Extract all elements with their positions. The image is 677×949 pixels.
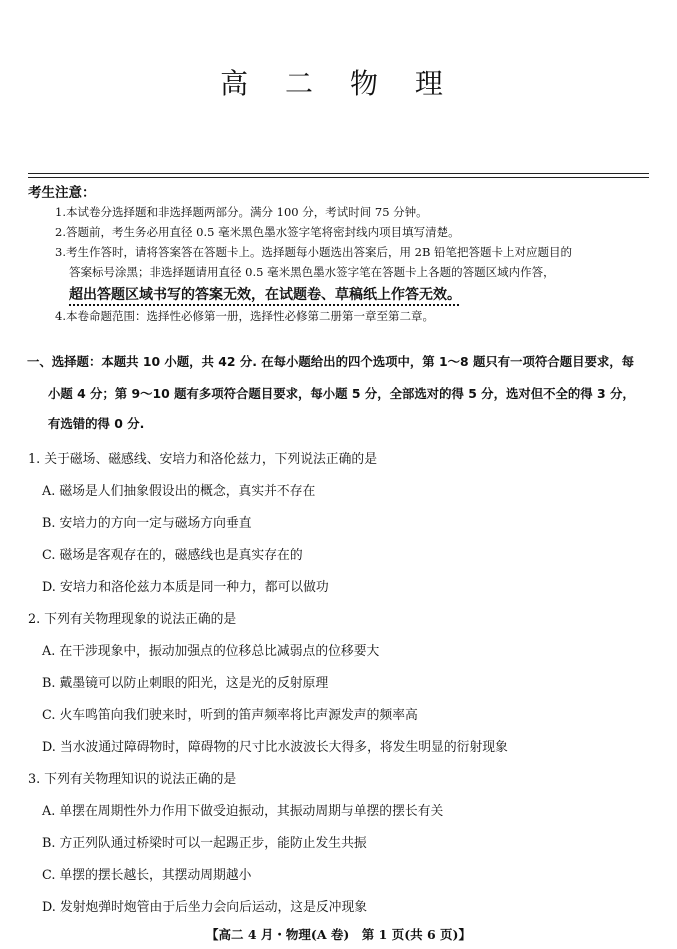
option-a: A. 在干涉现象中，振动加强点的位移总比减弱点的位移要大 [42, 644, 380, 659]
question-stem: 1. 关于磁场、磁感线、安培力和洛伦兹力，下列说法正确的是 [28, 452, 377, 467]
notice-heading: 考生注意： [28, 185, 96, 201]
section-1-line-3: 有选错的得 0 分. [48, 416, 145, 431]
option-b: B. 安培力的方向一定与磁场方向垂直 [42, 516, 252, 531]
option-b: B. 方正列队通过桥梁时可以一起踢正步，能防止发生共振 [42, 836, 367, 851]
notice-item-3: 3.考生作答时，请将答案答在答题卡上。选择题每小题选出答案后，用 2B 铅笔把答题卡上对应题目的 [55, 245, 573, 259]
question-stem: 3. 下列有关物理知识的说法正确的是 [28, 772, 237, 787]
option-d: D. 当水波通过障碍物时，障碍物的尺寸比水波波长大得多，将发生明显的衍射现象 [42, 740, 508, 755]
header-rule-thin [28, 177, 649, 178]
option-a: A. 磁场是人们抽象假设出的概念，真实并不存在 [42, 484, 316, 499]
option-b: B. 戴墨镜可以防止刺眼的阳光，这是光的反射原理 [42, 676, 329, 691]
option-a: A. 单摆在周期性外力作用下做受迫振动，其振动周期与单摆的摆长有关 [42, 804, 444, 819]
option-c: C. 火车鸣笛向我们驶来时，听到的笛声频率将比声源发声的频率高 [42, 708, 418, 723]
notice-item-4: 4.本卷命题范围：选择性必修第一册，选择性必修第二册第一章至第二章。 [55, 309, 434, 323]
notice-item-2: 2.答题前，考生务必用直径 0.5 毫米黑色墨水签字笔将密封线内项目填写清楚。 [55, 225, 460, 239]
notice-item-3-emphasis: 超出答题区域书写的答案无效，在试题卷、草稿纸上作答无效。 [69, 287, 461, 303]
option-d: D. 发射炮弹时炮管由于后坐力会向后运动，这是反冲现象 [42, 900, 368, 915]
page-title: 高 二 物 理 [220, 67, 457, 100]
option-c: C. 单摆的摆长越长，其摆动周期越小 [42, 868, 252, 883]
option-c: C. 磁场是客观存在的，磁感线也是真实存在的 [42, 548, 303, 563]
section-1-line-2: 小题 4 分；第 9～10 题有多项符合题目要求，每小题 5 分，全部选对的得 5 分，选对但不全的得 3 分， [48, 386, 635, 401]
header-rule-thick [28, 173, 649, 174]
question-stem: 2. 下列有关物理现象的说法正确的是 [28, 612, 237, 627]
option-d: D. 安培力和洛伦兹力本质是同一种力，都可以做功 [42, 580, 329, 595]
notice-item-3-cont: 答案标号涂黑；非选择题请用直径 0.5 毫米黑色墨水签字笔在答题卡上各题的答题区域内作答， [69, 265, 555, 279]
notice-item-1: 1.本试卷分选择题和非选择题两部分。满分 100 分，考试时间 75 分钟。 [55, 205, 428, 219]
page-footer: 【高二 4 月・物理(A 卷) 第 1 页(共 6 页)】 [206, 927, 471, 942]
section-1-line-1: 一、选择题：本题共 10 小题，共 42 分. 在每小题给出的四个选项中，第 1～8 题只有一项符合题目要求，每 [27, 354, 635, 369]
